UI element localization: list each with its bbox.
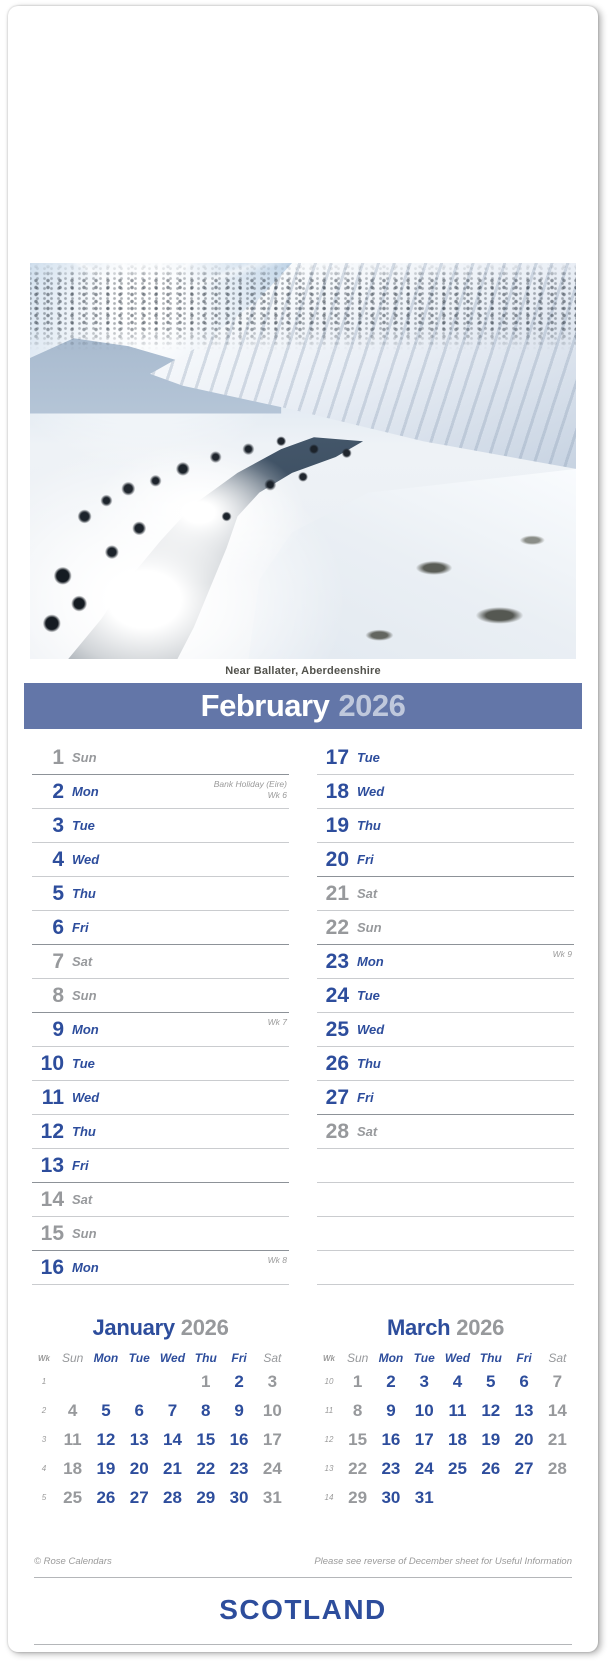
mini-day: 5 [486,1371,496,1391]
mini-dow-header: Wk [38,1354,50,1363]
mini-day-empty [507,1483,540,1512]
mini-day: 16 [381,1429,401,1449]
mini-day: 15 [348,1429,368,1449]
copyright-text: © Rose Calendars [34,1556,112,1567]
mini-day: 31 [414,1487,434,1507]
day-number: 17 [325,746,349,769]
mini-dow-header: Tue [413,1351,435,1365]
calendar-sheet [8,6,598,1652]
mini-day: 1 [352,1371,363,1391]
day-row [317,1115,574,1149]
mini-day: 19 [481,1429,501,1449]
mini-dow-header: Mon [378,1351,404,1365]
day-row [317,809,574,843]
mini-month-grid [317,1347,574,1512]
mini-day: 27 [514,1458,534,1478]
empty-day-row [317,1251,574,1285]
mini-day: 27 [129,1487,149,1507]
mini-day: 9 [386,1400,396,1420]
day-row [32,1217,289,1251]
mini-day: 10 [262,1400,282,1420]
day-number: 9 [52,1018,64,1041]
day-name: Tue [72,1056,95,1071]
mini-day: 2 [386,1371,396,1391]
day-number: 14 [40,1188,64,1211]
mini-week-number: 2 [41,1406,47,1415]
mini-day: 20 [129,1458,149,1478]
day-number: 27 [325,1086,349,1109]
mini-day: 26 [481,1458,501,1478]
day-number: 19 [325,814,349,837]
mini-month-title [32,1315,289,1341]
day-name: Mon [357,954,384,969]
mini-day: 23 [229,1458,249,1478]
day-row [32,945,289,979]
mini-dow-header: Sat [548,1351,567,1365]
mini-week-number: 11 [324,1406,334,1415]
month-name: February [200,688,330,723]
day-name: Sun [72,1226,97,1241]
mini-dow-header: Sun [61,1351,84,1365]
day-grid [32,741,574,1285]
mini-day: 22 [196,1458,216,1478]
mini-day: 2 [234,1371,244,1391]
day-row [317,741,574,775]
day-name: Wed [357,1022,385,1037]
day-notes: Bank Holiday (Eire) Wk 6 [213,779,287,800]
day-name: Sat [72,1192,93,1207]
day-number: 10 [40,1052,64,1075]
day-name: Sun [72,750,97,765]
empty-day-row [317,1183,574,1217]
day-row [32,1047,289,1081]
day-name: Thu [72,886,96,901]
day-name: Fri [72,920,89,935]
day-number: 5 [52,882,64,905]
day-number: 7 [52,950,64,973]
mini-day: 12 [481,1400,501,1420]
mini-week-number: 1 [41,1377,47,1386]
day-column-right [317,741,574,1285]
day-row [317,775,574,809]
day-number: 11 [41,1086,64,1109]
month-banner [24,683,582,729]
mini-day: 3 [419,1371,429,1391]
mini-day: 28 [163,1487,182,1507]
day-name: Fri [72,1158,89,1173]
day-number: 4 [52,848,64,871]
mini-day: 30 [381,1487,401,1507]
day-notes: Wk 7 [267,1017,287,1027]
footer [34,1556,572,1567]
mini-day: 24 [414,1458,434,1478]
day-name: Mon [72,784,99,799]
day-row [317,945,574,979]
mini-dow-header: Sat [263,1351,282,1365]
day-number: 26 [325,1052,349,1075]
day-row [32,1081,289,1115]
day-row [32,877,289,911]
mini-month-year: 2026 [180,1315,229,1340]
day-row [32,1115,289,1149]
mini-day-empty [56,1367,89,1396]
day-name: Mon [72,1022,99,1037]
day-number: 21 [325,882,349,905]
mini-day: 25 [63,1487,83,1507]
mini-day: 17 [414,1429,434,1449]
day-number: 15 [40,1222,64,1245]
mini-week-number: 10 [324,1377,334,1386]
mini-day: 6 [134,1400,144,1420]
mini-dow-header: Thu [194,1351,217,1365]
day-number: 12 [40,1120,64,1143]
mini-day: 21 [163,1458,182,1478]
mini-day: 9 [234,1400,244,1420]
day-notes: Wk 8 [267,1255,287,1265]
mini-day-empty [541,1483,574,1512]
day-number: 23 [325,950,349,973]
day-name: Sat [72,954,93,969]
mini-dow-header: Wk [323,1354,335,1363]
mini-day: 4 [452,1371,463,1391]
day-name: Sun [72,988,97,1003]
day-number: 18 [325,780,349,803]
mini-week-number: 14 [324,1493,334,1502]
mini-day: 1 [201,1371,211,1391]
day-row [317,1081,574,1115]
mini-week-number: 3 [41,1435,47,1444]
mini-months [32,1315,574,1512]
day-notes: Wk 9 [552,949,572,959]
day-number: 22 [325,916,349,939]
mini-day: 8 [201,1400,211,1420]
mini-dow-header: Fri [231,1351,247,1365]
mini-day-empty [441,1483,474,1512]
mini-week-number: 4 [41,1464,47,1473]
day-name: Wed [357,784,385,799]
day-number: 8 [52,984,64,1007]
day-name: Thu [357,818,381,833]
day-row [32,1251,289,1285]
mini-month-grid [32,1347,289,1512]
footer-divider-bottom [34,1644,572,1645]
day-name: Sat [357,886,378,901]
mini-day: 4 [67,1400,78,1420]
photo-caption: Near Ballater, Aberdeenshire [225,665,381,677]
mini-day-empty [89,1367,122,1396]
mini-day: 8 [352,1400,363,1420]
day-row [32,775,289,809]
day-row [32,1149,289,1183]
mini-day: 17 [262,1429,282,1449]
day-row [317,877,574,911]
empty-day-row [317,1217,574,1251]
empty-day-row [317,1149,574,1183]
day-name: Tue [357,750,380,765]
mini-day: 28 [547,1458,567,1478]
mini-day: 22 [348,1458,368,1478]
mini-day: 10 [414,1400,434,1420]
day-name: Thu [357,1056,381,1071]
day-row [32,809,289,843]
day-number: 16 [40,1256,64,1279]
mini-day: 15 [196,1429,216,1449]
day-name: Wed [72,1090,100,1105]
mini-day: 12 [96,1429,116,1449]
mini-day-empty [474,1483,507,1512]
mini-day: 24 [262,1458,282,1478]
region-title: SCOTLAND [219,1594,387,1625]
day-name: Tue [357,988,380,1003]
mini-month [32,1315,289,1512]
mini-day: 29 [196,1487,216,1507]
mini-dow-header: Wed [159,1351,186,1365]
mini-day-empty [123,1367,156,1396]
day-row [317,1047,574,1081]
day-name: Sat [357,1124,378,1139]
day-row [317,1013,574,1047]
reverse-note-text: Please see reverse of December sheet for Useful Information [314,1556,572,1567]
day-row [32,1013,289,1047]
month-year: 2026 [338,688,406,723]
mini-dow-header: Mon [93,1351,119,1365]
mini-day: 13 [514,1400,534,1420]
mini-day: 23 [381,1458,401,1478]
mini-day: 29 [348,1487,368,1507]
day-name: Mon [72,1260,99,1275]
mini-month-name: January [92,1315,175,1340]
mini-day: 20 [514,1429,534,1449]
month-photo [30,263,576,659]
mini-day: 19 [96,1458,116,1478]
mini-day: 21 [547,1429,567,1449]
mini-day: 18 [63,1458,83,1478]
mini-day: 25 [448,1458,467,1478]
mini-day: 26 [96,1487,116,1507]
day-number: 2 [52,780,64,803]
mini-dow-header: Wed [444,1351,471,1365]
day-row [317,843,574,877]
mini-day: 18 [448,1429,467,1449]
day-name: Tue [72,818,95,833]
mini-week-number: 13 [324,1464,334,1473]
day-number: 20 [325,848,349,871]
mini-dow-header: Thu [479,1351,502,1365]
mini-day: 14 [163,1429,182,1449]
mini-day: 6 [519,1371,529,1391]
day-name: Sun [357,920,382,935]
day-row [32,979,289,1013]
mini-week-number: 12 [324,1435,334,1444]
day-number: 28 [325,1120,349,1143]
mini-dow-header: Fri [516,1351,532,1365]
day-name: Fri [357,1090,374,1105]
mini-day-empty [156,1367,189,1396]
mini-day: 5 [101,1400,111,1420]
mini-day: 16 [229,1429,249,1449]
day-row [32,1183,289,1217]
day-number: 24 [325,984,349,1007]
mini-day: 31 [262,1487,282,1507]
mini-day: 7 [552,1371,563,1391]
day-name: Fri [357,852,374,867]
day-number: 25 [325,1018,349,1041]
mini-day: 13 [129,1429,149,1449]
mini-day: 30 [229,1487,249,1507]
photo-rocks [30,263,576,659]
day-number: 6 [52,916,64,939]
day-row [32,741,289,775]
mini-month [317,1315,574,1512]
mini-day: 11 [63,1429,82,1449]
mini-day: 11 [448,1400,467,1420]
day-row [317,911,574,945]
day-row [317,979,574,1013]
day-number: 13 [40,1154,64,1177]
mini-day: 7 [167,1400,178,1420]
mini-week-number: 5 [41,1493,47,1502]
day-row [32,911,289,945]
mini-month-year: 2026 [456,1315,505,1340]
day-name: Thu [72,1124,96,1139]
mini-dow-header: Tue [128,1351,150,1365]
day-row [32,843,289,877]
mini-dow-header: Sun [346,1351,369,1365]
day-number: 1 [52,746,64,769]
footer-divider-top [34,1577,572,1578]
day-number: 3 [52,814,64,837]
day-name: Wed [72,852,100,867]
day-column-left [32,741,289,1285]
mini-month-name: March [386,1315,451,1340]
mini-month-title [317,1315,574,1341]
mini-day: 3 [267,1371,278,1391]
mini-day: 14 [547,1400,567,1420]
